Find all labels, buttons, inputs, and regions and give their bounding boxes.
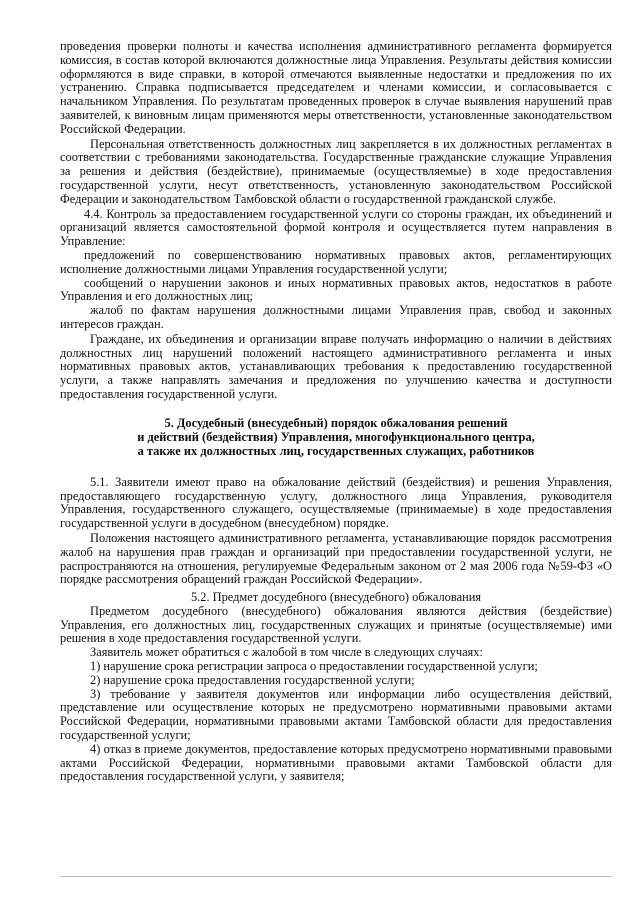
section-5-heading: [60, 416, 612, 458]
list-item-case-4: 4) отказ в приеме документов, предоставление которых предусмотрено нормативными правовыми актами Российской Федерации, нормативными правовыми актами Тамбовской области для предоставления государственной услуги, у заявителя;: [60, 741, 612, 784]
list-item-case-3: 3) требование у заявителя документов или информации либо осуществления действий, представление или осуществление которых не предусмотрено нормативными правовыми актами Российской Федерации, нормативными правовыми актами Тамбовской области для предоставления государственной услуги;: [60, 686, 612, 743]
paragraph-subject: Предметом досудебного (внесудебного) обжалования являются действия (бездействие) Управления, его должностных лиц, государственных служащих и принятые (осуществляемые) ими решения в ходе предоставления государственной услуги.: [60, 603, 612, 646]
list-item-reports: сообщений о нарушении законов и иных нормативных правовых актов, недостатков в работе Управления и его должностных лиц;: [60, 275, 612, 304]
paragraph-citizens-rights: Граждане, их объединения и организации вправе получать информацию о наличии в действиях должностных лиц нарушений положений настоящего административного регламента и иных нормативных правовых актов, устанавливающих требования к предоставлению государственной услуги, а также направлять замечания и предложения по улучшению качества и доступности предоставления государственной услуги.: [60, 331, 612, 401]
paragraph-4-4: 4.4. Контроль за предоставлением государственной услуги со стороны граждан, их объединений и организаций является самостоятельной формой контроля и осуществляется путем направления в Управление:: [60, 206, 612, 249]
paragraph-5-1: 5.1. Заявители имеют право на обжалование действий (бездействия) и решения Управления, предоставляющего государственную услугу, должностного лица Управления, руководителя Управления, государственного служащего, осуществляемые (принимаемые) в ходе предоставления государственной услуги в досудебном (внесудебном) порядке.: [60, 474, 612, 531]
section-heading-line-2: и действий (бездействия) Управления, многофункционального центра,: [137, 429, 535, 444]
section-heading-line-1: 5. Досудебный (внесудебный) порядок обжалования решений: [164, 415, 508, 430]
list-item-case-2: 2) нарушение срока предоставления государственной услуги;: [90, 672, 415, 687]
list-item-proposals: предложений по совершенствованию нормативных правовых актов, регламентирующих исполнение должностными лицами Управления государственной услуги;: [60, 247, 612, 276]
paragraph-personal-responsibility: Персональная ответственность должностных лиц закрепляется в их должностных регламентах в соответствии с требованиями законодательства. Государственные гражданские служащие Управления за решения и действия (бездействие), принимаемые (осуществляемые) в ходе предоставления государственной услуги, несут ответственность, установленную законодательством Российской Федерации и законодательством Тамбовской области о государственной гражданской службе.: [60, 136, 612, 206]
section-heading-line-3: а также их должностных лиц, государственных служащих, работников: [137, 443, 535, 458]
scan-edge-divider: [60, 876, 612, 877]
paragraph-commission: проведения проверки полноты и качества исполнения административного регламента формируется комиссия, в состав которой включаются должностные лица Управления. Результаты действия комиссии оформляются в виде справки, в которой отмечаются выявленные недостатки и предложения по их устранению. Справка подписывается председателем и членами комиссии, и согласовывается с начальником Управления. По результатам проведенных проверок в случае выявления нарушений прав заявителей, к виновным лицам применяются меры ответственности, установленные законодательством Российской Федерации.: [60, 39, 612, 136]
subheading-5-2: 5.2. Предмет досудебного (внесудебного) обжалования: [190, 590, 482, 605]
paragraph-cases-intro: Заявитель может обратиться с жалобой в том числе в следующих случаях:: [90, 645, 483, 660]
list-item-complaints: жалоб по фактам нарушения должностными лицами Управления прав, свобод и законных интересов граждан.: [60, 303, 612, 331]
paragraph-provisions: Положения настоящего административного регламента, устанавливающие порядок рассмотрения жалоб на нарушения прав граждан и организаций при предоставлении государственной услуги, не распространяются на отношения, регулируемые Федеральным законом от 2 мая 2006 года №59-ФЗ «О порядке рассмотрения обращений граждан Российской Федерации».: [60, 530, 612, 587]
list-item-case-1: 1) нарушение срока регистрации запроса о предоставлении государственной услуги;: [90, 659, 538, 674]
